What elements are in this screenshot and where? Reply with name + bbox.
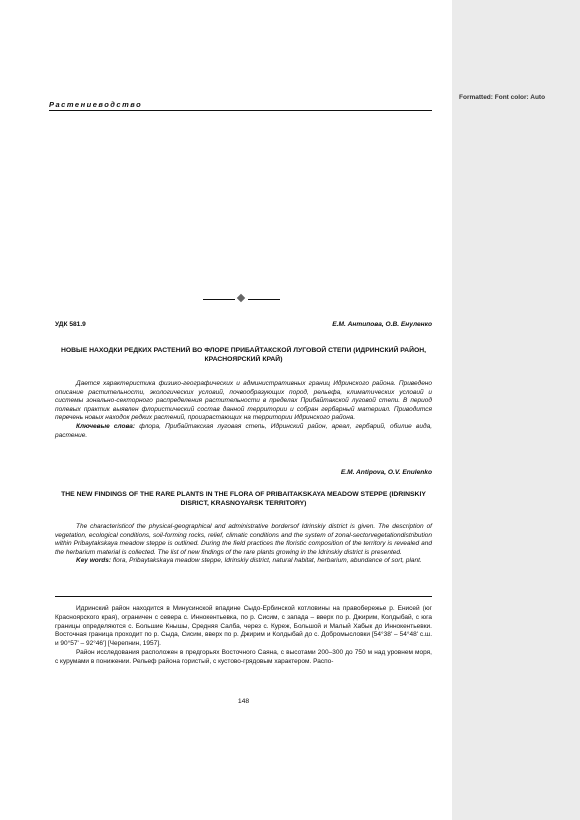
udc-row [55,321,432,328]
ornament-line-left [203,299,235,300]
keywords-ru-label: Ключевые слова: [76,422,136,430]
ornament-divider [203,293,280,305]
ornament-line-right [248,299,280,300]
section-separator [55,596,432,597]
keywords-ru-text: флора, Прибайтакская луговая степь, Идринский район, ареал, гербарий, обилие вида, растение. [55,422,432,439]
section-header: Растениеводство [49,100,143,109]
diamond-icon [237,294,245,302]
body-paragraph-1: Идринский район находится в Минусинской впадине Сыдо-Ербинской котловины на правобережье р. Енисей (юг Красноярского края), ограничен с севера с. Иннокентьевка, по р. Сисим, с запада – вверх по р. Джирим, Колдыбай, с юга границы определяются с. Большие Кнышы, Средняя Салба, через с. Куреж, Большой и Малый Хабык до Иннокентьевки. Восточная граница проходит по р. Сыда, Сисим, вверх по р. Джирим и Колдыбай до с. Добромысловки [54°38' – 54°48' с.ш. и 90°57' – 92°46'] [Черепнин, 1957]. [55,605,432,648]
udc-code: УДК 581.9 [55,321,86,328]
keywords-ru [55,423,432,440]
formatting-comment[interactable]: Formatted: Font color: Auto [459,94,546,101]
abstract-ru [55,380,432,440]
page-number: 148 [237,698,250,705]
header-rule [49,110,432,111]
title-ru: НОВЫЕ НАХОДКИ РЕДКИХ РАСТЕНИЙ ВО ФЛОРЕ ПРИБАЙТАКСКОЙ ЛУГОВОЙ СТЕПИ (ИДРИНСКИЙ РАЙОН, КРАСНОЯРСКИЙ КРАЙ) [60,347,427,363]
authors-en: E.M. Antipova, O.V. Enulenko [340,469,432,476]
abstract-en-text: The characteristicof the physical-geographical and administrative bordersof Idrinskiy district is given. The description of vegetation, ecological conditions, soil-forming rocks, relief, climatic conditions and the system of zonal-sectorvegetationdistribution within Pribaytakskaya meadow steppe is outlined. During the field practices the floristic composition of the territory is revealed and the herbarium material is collected. The list of new findings of the rare plants growing in the Idrinskiy district is presented. [55,523,432,556]
keywords-en-label: Key words: [76,557,112,565]
authors-ru: Е.М. Антипова, О.В. Енуленко [332,321,432,328]
title-en: THE NEW FINDINGS OF THE RARE PLANTS IN THE FLORA OF PRIBAITAKSKAYA MEADOW STEPPE (IDRINSKIY DISRICT, KRASNOYARSK TERRITORY) [61,491,426,507]
comments-margin [452,0,580,820]
keywords-en [55,557,432,566]
body-paragraph-2: Район исследования расположен в предгорьях Восточного Саяна, с высотами 200–300 до 750 м над уровнем моря, с курумами в понижении. Рельеф района гористый, с кустово-грядовым характером. Распо- [55,648,432,665]
body-text [55,605,432,667]
abstract-ru-text: Дается характеристика физико-географических и административных границ Идринского района. Приведено описание растительности, экологических условий, почвообразующих пород, рельефа, климатических условий и системы зонально-секторного распределения растительности в пределах Прибайтакской луговой степи. В период полевых практик выявлен флористический состав данной территории и собран гербарный материал. Приводится перечень новых находок редких растений, произрастающих на территории Идринского района. [55,380,432,422]
keywords-en-text: flora, Pribaytakskaya meadow steppe, Idrinskiy district, natural habitat, herbarium, abundance of sort, plant. [112,557,422,565]
abstract-en [55,523,432,566]
